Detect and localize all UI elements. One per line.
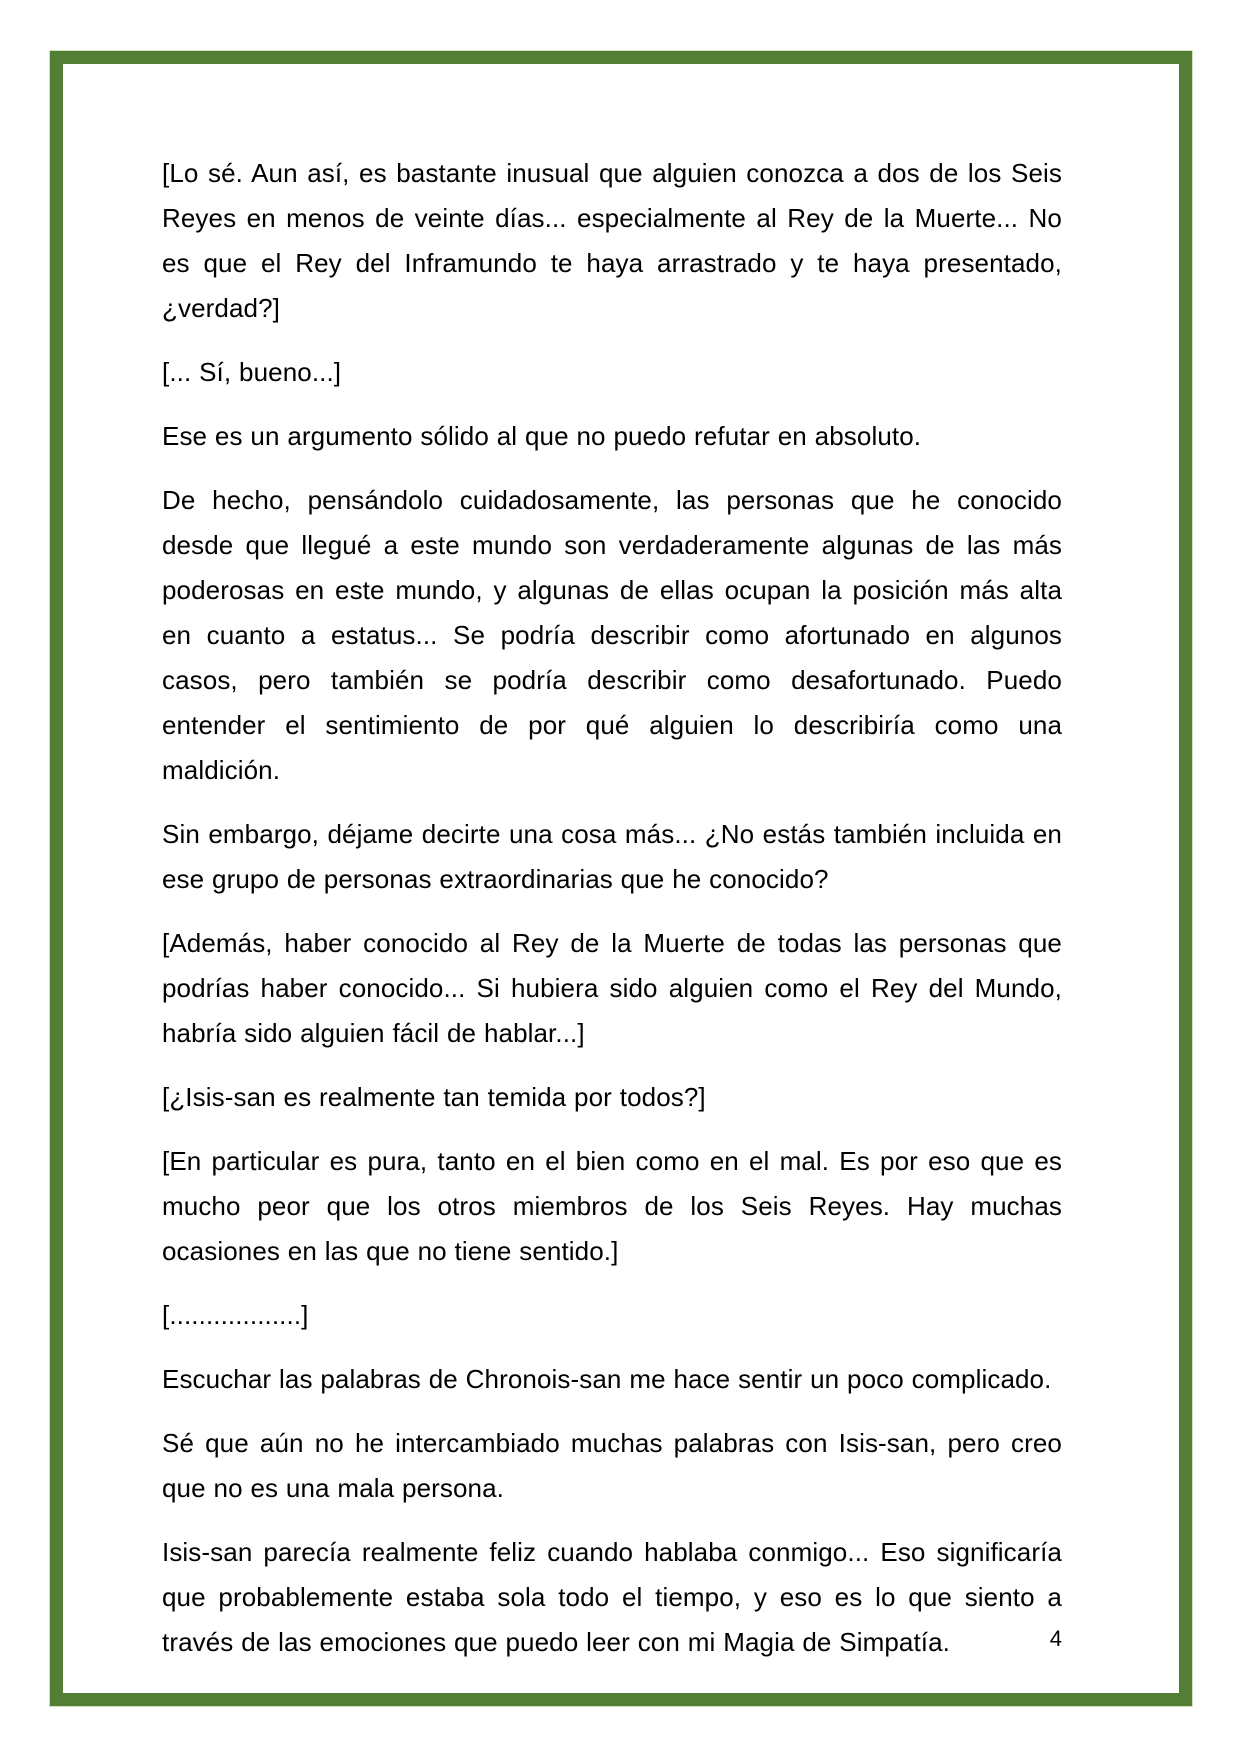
paragraph-9: [..................] — [162, 1300, 309, 1330]
paragraph-6: [Además, haber conocido al Rey de la Muerte de todas las personas que podrías haber conocido... Si hubiera sido alguien como el Rey del Mundo, habría sido alguien fácil de hablar...] — [162, 928, 1062, 1048]
paragraph-3: Ese es un argumento sólido al que no puedo refutar en absoluto. — [162, 421, 922, 451]
paragraph-8: [En particular es pura, tanto en el bien como en el mal. Es por eso que es mucho peor que los otros miembros de los Seis Reyes. Hay muchas ocasiones en las que no tiene sentido.] — [162, 1146, 1062, 1266]
paragraph-11: Sé que aún no he intercambiado muchas palabras con Isis-san, pero creo que no es una mala persona. — [162, 1428, 1062, 1503]
paragraph-5: Sin embargo, déjame decirte una cosa más... ¿No estás también incluida en ese grupo de personas extraordinarias que he conocido? — [162, 819, 1062, 894]
page-number: 4 — [1049, 1626, 1062, 1651]
paragraph-7: [¿Isis-san es realmente tan temida por todos?] — [162, 1082, 706, 1112]
document-body — [162, 151, 1062, 1684]
paragraph-12: Isis-san parecía realmente feliz cuando hablaba conmigo... Eso significaría que probablemente estaba sola todo el tiempo, y eso es lo que siento a través de las emociones que puedo leer con mi Magia de Simpatía. — [162, 1537, 1062, 1657]
paragraph-10: Escuchar las palabras de Chronois-san me hace sentir un poco complicado. — [162, 1364, 1052, 1394]
page-footer — [1050, 1626, 1062, 1652]
paragraph-2: [... Sí, bueno...] — [162, 357, 342, 387]
paragraph-4: De hecho, pensándolo cuidadosamente, las personas que he conocido desde que llegué a este mundo son verdaderamente algunas de las más poderosas en este mundo, y algunas de ellas ocupan la posición más alta en cuanto a estatus... Se podría describir como afortunado en algunos casos, pero también se podría describir como desafortunado. Puedo entender el sentimiento de por qué alguien lo describiría como una maldición. — [162, 485, 1062, 785]
paragraph-1: [Lo sé. Aun así, es bastante inusual que alguien conozca a dos de los Seis Reyes en menos de veinte días... especialmente al Rey de la Muerte... No es que el Rey del Inframundo te haya arrastrado y te haya presentado, ¿verdad?] — [162, 158, 1062, 323]
